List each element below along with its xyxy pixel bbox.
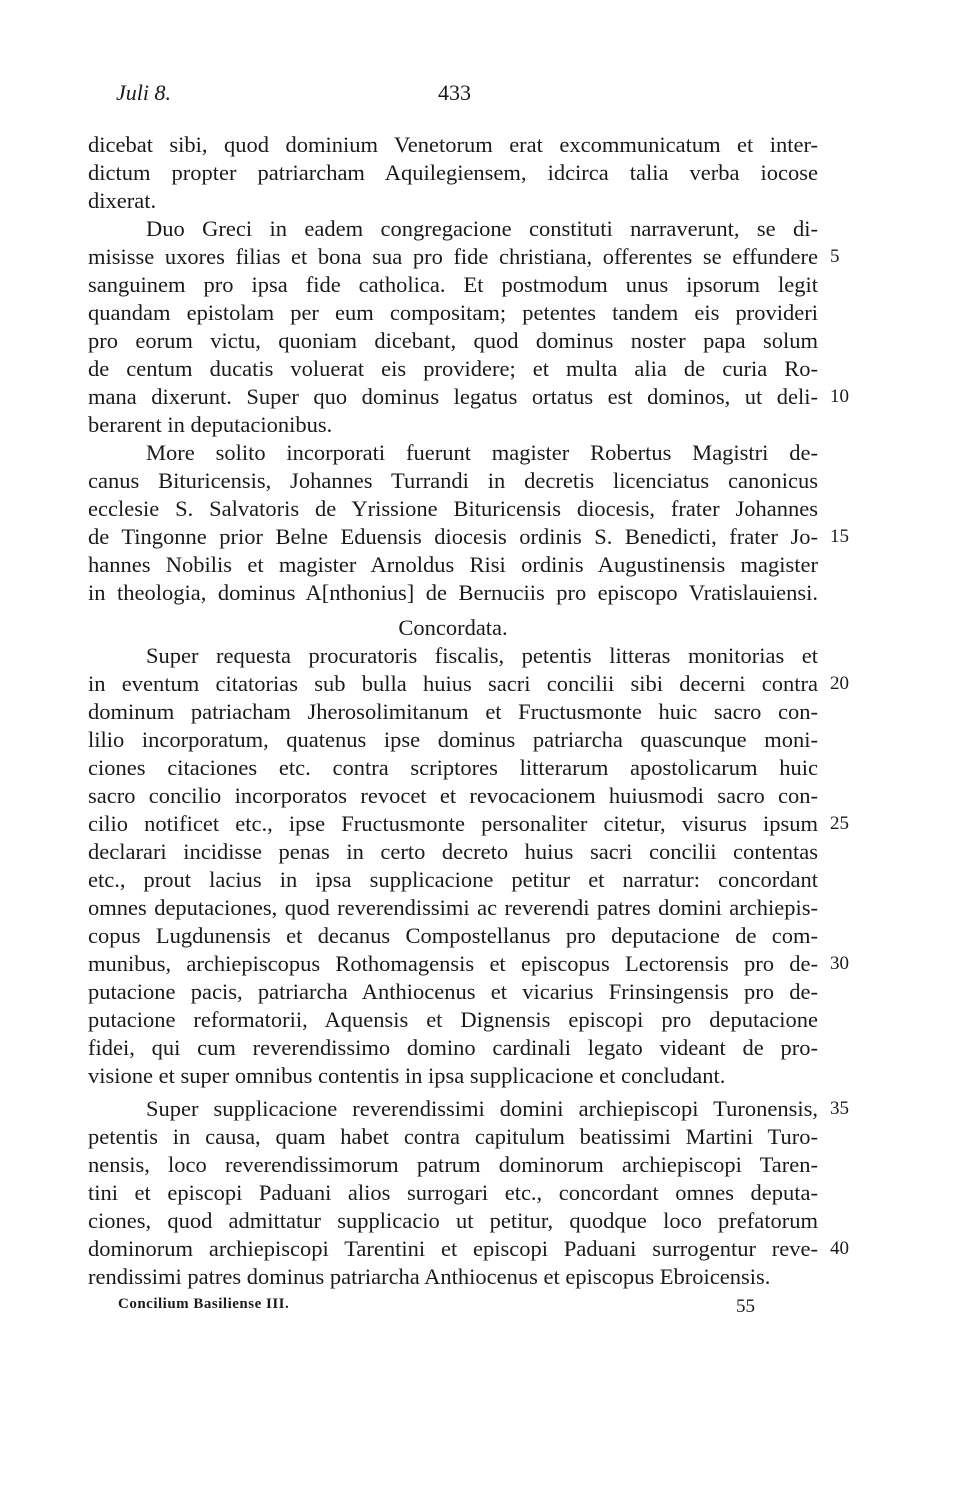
line-number: 35 <box>830 1098 849 1119</box>
text-line: pro eorum victu, quoniam dicebant, quod dominus noster papa solum <box>88 328 818 353</box>
text-line: dominum patriacham Jherosolimitanum et Fructusmonte huic sacro con- <box>88 699 818 724</box>
text-line: More solito incorporati fuerunt magister Robertus Magistri de- <box>146 440 818 465</box>
text-line: sanguinem pro ipsa fide catholica. Et postmodum unus ipsorum legit <box>88 272 818 297</box>
text-line: quandam epistolam per eum compositam; petentes tandem eis provideri <box>88 300 818 325</box>
text-line: sacro concilio incorporatos revocet et revocacionem huiusmodi sacro con- <box>88 783 818 808</box>
text-line: munibus, archiepiscopus Rothomagensis et episcopus Lectorensis pro de- <box>88 951 818 976</box>
text-line: dicebat sibi, quod dominium Venetorum erat excommunicatum et inter- <box>88 132 818 157</box>
text-line: de Tingonne prior Belne Eduensis diocesis ordinis S. Benedicti, frater Jo- <box>88 524 818 549</box>
text-line: tini et episcopi Paduani alios surrogari etc., concordant omnes deputa- <box>88 1180 818 1205</box>
text-line: rendissimi patres dominus patriarcha Anthiocenus et episcopus Ebroicensis. <box>88 1264 771 1289</box>
text-line: putacione pacis, patriarcha Anthiocenus et vicarius Frinsingensis pro de- <box>88 979 818 1004</box>
line-number: 25 <box>830 813 849 834</box>
text-line: dixerat. <box>88 188 157 213</box>
page-number: 433 <box>438 80 471 105</box>
text-line: putacione reformatorii, Aquensis et Dignensis episcopi pro deputacione <box>88 1007 818 1032</box>
text-line: petentis in causa, quam habet contra capitulum beatissimi Martini Turo- <box>88 1124 818 1149</box>
sheet-number: 55 <box>736 1296 755 1317</box>
text-line: visione et super omnibus contentis in ipsa supplicacione et concludant. <box>88 1063 726 1088</box>
signature-mark: Concilium Basiliense III. <box>118 1296 290 1312</box>
section-heading: Concordata. <box>398 615 508 640</box>
text-line: cilio notificet etc., ipse Fructusmonte personaliter citetur, visurus ipsum <box>88 811 818 836</box>
text-line: in theologia, dominus A[nthonius] de Bernuciis pro episcopo Vratislauiensi. <box>88 580 818 605</box>
text-line: in eventum citatorias sub bulla huius sacri concilii sibi decerni contra <box>88 671 818 696</box>
text-line: copus Lugdunensis et decanus Compostellanus pro deputacione de com- <box>88 923 818 948</box>
line-number: 10 <box>830 386 849 407</box>
line-number: 30 <box>830 953 849 974</box>
running-title: Juli 8. <box>116 80 171 105</box>
text-line: berarent in deputacionibus. <box>88 412 333 437</box>
text-line: fidei, qui cum reverendissimo domino cardinali legato videant de pro- <box>88 1035 818 1060</box>
text-line: dominorum archiepiscopi Tarentini et episcopi Paduani surrogentur reve- <box>88 1236 818 1261</box>
line-number: 20 <box>830 673 849 694</box>
text-line: ciones, quod admittatur supplicacio ut petitur, quodque loco prefatorum <box>88 1208 818 1233</box>
text-line: lilio incorporatum, quatenus ipse dominus patriarcha quascunque moni- <box>88 727 818 752</box>
text-line: Duo Greci in eadem congregacione constituti narraverunt, se di- <box>146 216 818 241</box>
text-line: ecclesie S. Salvatoris de Yrissione Bituricensis diocesis, frater Johannes <box>88 496 818 521</box>
text-line: Super supplicacione reverendissimi domini archiepiscopi Turonensis, <box>146 1096 818 1121</box>
text-line: etc., prout lacius in ipsa supplicacione petitur et narratur: concordant <box>88 867 818 892</box>
text-line: ciones citaciones etc. contra scriptores litterarum apostolicarum huic <box>88 755 818 780</box>
text-line: declarari incidisse penas in certo decreto huius sacri concilii contentas <box>88 839 818 864</box>
text-line: mana dixerunt. Super quo dominus legatus ortatus est dominos, ut deli- <box>88 384 818 409</box>
text-line: hannes Nobilis et magister Arnoldus Risi ordinis Augustinensis magister <box>88 552 818 577</box>
text-line: omnes deputaciones, quod reverendissimi ac reverendi patres domini archiepis- <box>88 895 818 920</box>
text-line: canus Bituricensis, Johannes Turrandi in decretis licenciatus canonicus <box>88 468 818 493</box>
text-line: nensis, loco reverendissimorum patrum dominorum archiepiscopi Taren- <box>88 1152 818 1177</box>
text-line: dictum propter patriarcham Aquilegiensem, idcirca talia verba iocose <box>88 160 818 185</box>
line-number: 5 <box>830 246 840 267</box>
text-line: de centum ducatis voluerat eis providere; et multa alia de curia Ro- <box>88 356 818 381</box>
text-line: misisse uxores filias et bona sua pro fide christiana, offerentes se effundere <box>88 244 818 269</box>
line-number: 40 <box>830 1238 849 1259</box>
line-number: 15 <box>830 526 849 547</box>
text-line: Super requesta procuratoris fiscalis, petentis litteras monitorias et <box>146 643 818 668</box>
